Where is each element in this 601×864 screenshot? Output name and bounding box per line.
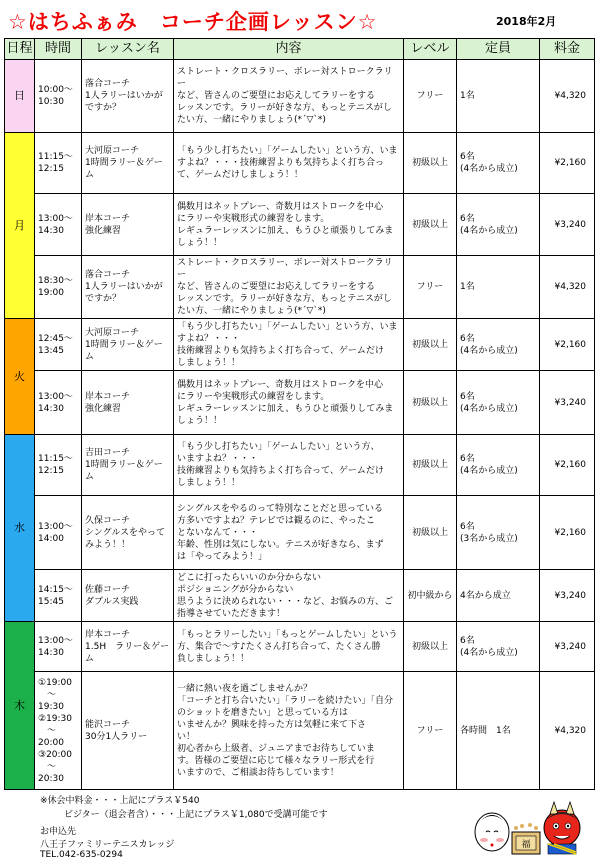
table-row bbox=[5, 194, 595, 256]
level-cell: フリー bbox=[404, 672, 457, 790]
lesson-cell: 久保コーチ シングルスをやって みよう！！ bbox=[82, 496, 174, 570]
col-header-time: 時間 bbox=[35, 39, 82, 60]
fuku-text: 福 bbox=[521, 840, 531, 850]
price-cell: ¥3,240 bbox=[540, 194, 595, 256]
school-name: 八王子ファミリーテニスカレッジ bbox=[40, 840, 175, 850]
time-cell: 11:15～ 12:15 bbox=[35, 133, 82, 194]
lesson-cell: 岸本コーチ 強化練習 bbox=[82, 371, 174, 435]
lesson-cell: 落合コーチ 1人ラリーはいかが ですか？ bbox=[82, 60, 174, 133]
time-cell: 12:45～ 13:45 bbox=[35, 319, 82, 371]
level-cell: 初級以上 bbox=[404, 319, 457, 371]
capacity-cell: 6名 (4名から成立) bbox=[457, 371, 540, 435]
level-cell: 初級以上 bbox=[404, 133, 457, 194]
lesson-cell: 大河原コーチ 1時間ラリー＆ゲー ム bbox=[82, 133, 174, 194]
content-cell: どこに打ったらいいのか分からない ポジショニングが分からない 思うように決められない・・・など、お悩みの方、ご 指導させていただきます！ bbox=[174, 570, 404, 622]
day-cell-sun: 日 bbox=[5, 60, 35, 133]
table-row bbox=[5, 256, 595, 319]
capacity-cell: 6名 (4名から成立) bbox=[457, 435, 540, 496]
phone-number: TEL.042-635-0294 bbox=[40, 850, 123, 860]
capacity-cell: 各時間 1名 bbox=[457, 672, 540, 790]
col-header-capacity: 定員 bbox=[457, 39, 540, 60]
content-cell: シングルスをやるのって特別なことだと思っている 方多いですよね？テレビでは観るのに、やったこ とないなんて・・・ 年齢、性別は気にしない。テニスが好きなら、まず は「やってみよう！」 bbox=[174, 496, 404, 570]
price-cell: ¥4,320 bbox=[540, 256, 595, 319]
col-header-level: レベル bbox=[404, 39, 457, 60]
price-cell: ¥3,240 bbox=[540, 570, 595, 622]
price-cell: ¥3,240 bbox=[540, 622, 595, 672]
capacity-cell: 6名 (4名から成立) bbox=[457, 319, 540, 371]
page-title: ☆はちふぁみ コーチ企画レッスン☆ bbox=[8, 10, 378, 34]
capacity-cell: 6名 (4名から成立) bbox=[457, 622, 540, 672]
time-cell: 13:00～ 14:30 bbox=[35, 371, 82, 435]
table-header-row bbox=[5, 39, 595, 60]
table-row bbox=[5, 319, 595, 371]
level-cell: 初中級から bbox=[404, 570, 457, 622]
table-row bbox=[5, 496, 595, 570]
day-cell-tue: 火 bbox=[5, 319, 35, 435]
level-cell: 初級以上 bbox=[404, 496, 457, 570]
price-cell: ¥2,160 bbox=[540, 133, 595, 194]
day-cell-mon: 月 bbox=[5, 133, 35, 319]
content-cell: ストレート・クロスラリー、ボレー対ストロークラリー など、皆さんのご要望にお応えしてラリーをする レッスンです。ラリーが好きな方、もっとテニスがし たい方、一緒にやりましょう(*´▽`*) bbox=[174, 60, 404, 133]
col-header-content: 内容 bbox=[174, 39, 404, 60]
price-cell: ¥2,160 bbox=[540, 435, 595, 496]
level-cell: 初級以上 bbox=[404, 622, 457, 672]
table-row bbox=[5, 371, 595, 435]
level-cell: フリー bbox=[404, 256, 457, 319]
time-cell: 14:15～ 15:45 bbox=[35, 570, 82, 622]
table-row bbox=[5, 570, 595, 622]
lesson-table bbox=[4, 38, 595, 790]
col-header-day: 日程 bbox=[5, 39, 35, 60]
price-cell: ¥2,160 bbox=[540, 496, 595, 570]
time-cell: 13:00～ 14:00 bbox=[35, 496, 82, 570]
content-cell: 一緒に熱い夜を過ごしませんか？ 「コーチと打ち合いたい」「ラリーを続けたい」「自分 のショットを磨きたい」と思っている方は いませんか？興味を持った方は気軽に来て下さ い！ 初心者から上級者、ジュニアまでお待ちしていま す。皆様のご要望に応じて様々なラリー形式を行 いますので、ご相談お待ちしています！ bbox=[174, 672, 404, 790]
lesson-cell: 岸本コーチ 強化練習 bbox=[82, 194, 174, 256]
day-cell-thu: 木 bbox=[5, 622, 35, 790]
level-cell: 初級以上 bbox=[404, 435, 457, 496]
date-label: 2018年2月 bbox=[496, 15, 557, 28]
lesson-cell: 佐藤コーチ ダブルス実践 bbox=[82, 570, 174, 622]
level-cell: フリー bbox=[404, 60, 457, 133]
time-cell: 13:00～ 14:30 bbox=[35, 622, 82, 672]
table-row bbox=[5, 133, 595, 194]
capacity-cell: 6名 (4名から成立) bbox=[457, 133, 540, 194]
lesson-cell: 大河原コーチ 1時間ラリー＆ゲー ム bbox=[82, 319, 174, 371]
col-header-price: 料金 bbox=[540, 39, 595, 60]
content-cell: 「もう少し打ちたい」「ゲームしたい」という方、いま すよね？・・・技術練習よりも気持ちよく打ち合っ て、ゲームだけしましょう！！ bbox=[174, 133, 404, 194]
price-cell: ¥3,240 bbox=[540, 371, 595, 435]
capacity-cell: 6名 (4名から成立) bbox=[457, 194, 540, 256]
content-cell: ストレート・クロスラリー、ボレー対ストロークラリー など、皆さんのご要望にお応えしてラリーをする レッスンです。ラリーが好きな方、もっとテニスがし たい方、一緒にやりましょう(*´▽`*) bbox=[174, 256, 404, 319]
fee-note-line1: ※休会中料金・・・上記にプラス￥540 bbox=[40, 796, 200, 806]
content-cell: 「もう少し打ちたい」「ゲームしたい」という方、いま すよね？・・・ 技術練習よりも気持ちよく打ち合って、ゲームだけ しましょう！！ bbox=[174, 319, 404, 371]
content-cell: 「もう少し打ちたい」「ゲームしたい」という方、 いますよね？・・・ 技術練習よりも気持ちよく打ち合って、ゲームだけ しましょう！！ bbox=[174, 435, 404, 496]
time-cell: 18:30～ 19:00 bbox=[35, 256, 82, 319]
content-cell: 「もっとラリーしたい」「もっとゲームしたい」という 方、集合で～す♪たくさん打ち合って、たくさん勝 負しましょう！！ bbox=[174, 622, 404, 672]
level-cell: 初級以上 bbox=[404, 194, 457, 256]
level-cell: 初級以上 bbox=[404, 371, 457, 435]
table-row bbox=[5, 60, 595, 133]
day-cell-wed: 水 bbox=[5, 435, 35, 622]
capacity-cell: 1名 bbox=[457, 256, 540, 319]
table-row bbox=[5, 672, 595, 790]
table-row bbox=[5, 435, 595, 496]
apply-label: お申込先 bbox=[40, 827, 77, 837]
capacity-cell: 6名 (3名から成立) bbox=[457, 496, 540, 570]
price-cell: ¥4,320 bbox=[540, 60, 595, 133]
price-cell: ¥4,320 bbox=[540, 672, 595, 790]
lesson-cell: 岸本コーチ 1.5H ラリー＆ゲー ム bbox=[82, 622, 174, 672]
col-header-lesson: レッスン名 bbox=[82, 39, 174, 60]
fee-note-line2: ビジター（退会者含）・・・上記にプラス￥1,080で受講可能です bbox=[64, 810, 328, 820]
lesson-cell: 吉田コーチ 1時間ラリー＆ゲー ム bbox=[82, 435, 174, 496]
time-cell: 11:15～ 12:15 bbox=[35, 435, 82, 496]
time-cell: ①19:00 ～19:30 ②19:30 ～20:00 ③20:00 ～20:30 bbox=[35, 672, 82, 790]
content-cell: 偶数月はネットプレー、奇数月はストロークを中心 にラリーや実戦形式の練習をします。 レギュラーレッスンに加え、もうひと頑張りしてみま しょう！！ bbox=[174, 194, 404, 256]
lesson-cell: 落合コーチ 1人ラリーはいかが ですか？ bbox=[82, 256, 174, 319]
setsubun-illustration bbox=[470, 790, 590, 858]
content-cell: 偶数月はネットプレー、奇数月はストロークを中心 にラリーや実戦形式の練習をします。 レギュラーレッスンに加え、もうひと頑張りしてみま しょう！！ bbox=[174, 371, 404, 435]
lesson-cell: 能沢コーチ 30分1人ラリー bbox=[82, 672, 174, 790]
table-row bbox=[5, 622, 595, 672]
time-cell: 13:00～ 14:30 bbox=[35, 194, 82, 256]
time-cell: 10:00～ 10:30 bbox=[35, 60, 82, 133]
price-cell: ¥2,160 bbox=[540, 319, 595, 371]
capacity-cell: 4名から成立 bbox=[457, 570, 540, 622]
capacity-cell: 1名 bbox=[457, 60, 540, 133]
